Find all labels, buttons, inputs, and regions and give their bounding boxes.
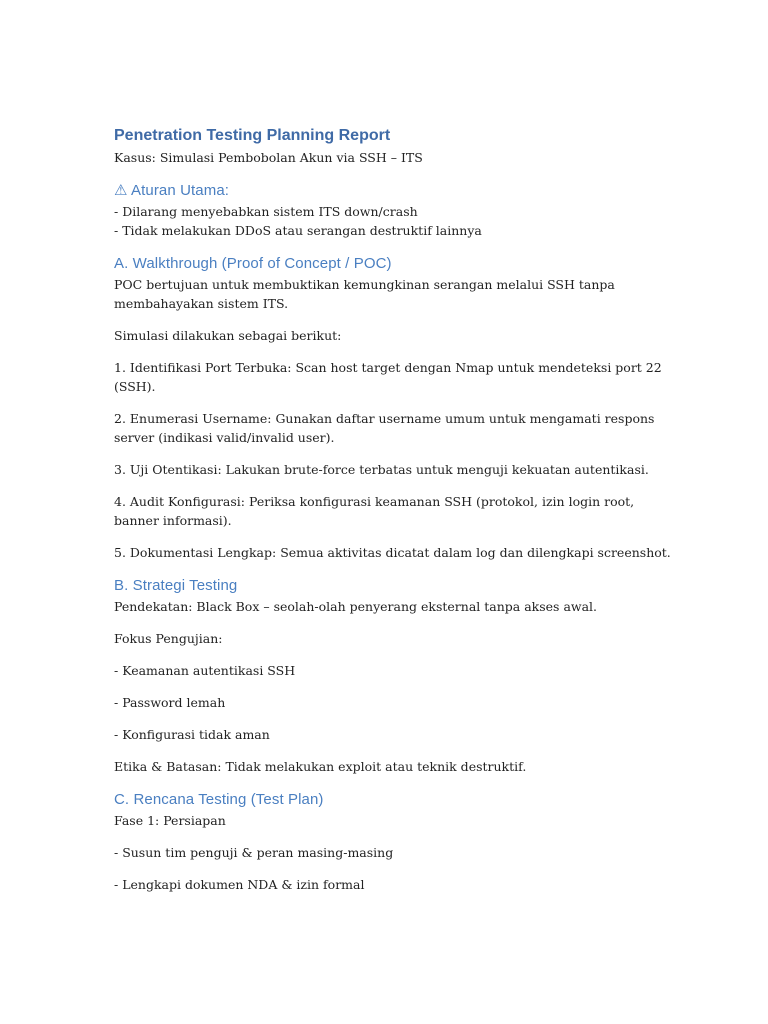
- section-c-heading: C. Rencana Testing (Test Plan): [114, 791, 324, 808]
- section-a-step-5: 5. Dokumentasi Lengkap: Semua aktivitas dicatat dalam log dan dilengkapi screenshot.: [114, 545, 671, 560]
- rules-item-2: - Tidak melakukan DDoS atau serangan destruktif lainnya: [114, 223, 482, 238]
- section-a-intro: POC bertujuan untuk membuktikan kemungkinan serangan melalui SSH tanpa membahayakan sistem ITS.: [114, 277, 615, 311]
- warning-icon: ⚠: [114, 182, 128, 199]
- section-a-heading: A. Walkthrough (Proof of Concept / POC): [114, 255, 392, 272]
- section-c-item-1: - Susun tim penguji & peran masing-masing: [114, 845, 394, 860]
- section-a-step-3: 3. Uji Otentikasi: Lakukan brute-force terbatas untuk menguji kekuatan autentikasi.: [114, 462, 649, 477]
- section-a-step-2: 2. Enumerasi Username: Gunakan daftar username umum untuk mengamati respons server (indikasi valid/invalid user).: [114, 411, 655, 445]
- section-a-step-4: 4. Audit Konfigurasi: Periksa konfigurasi keamanan SSH (protokol, izin login root, banner informasi).: [114, 494, 635, 528]
- document-title: Penetration Testing Planning Report: [114, 127, 391, 144]
- section-b-approach: Pendekatan: Black Box – seolah-olah penyerang eksternal tanpa akses awal.: [114, 599, 598, 614]
- rules-heading-text: Aturan Utama:: [131, 182, 230, 199]
- section-c-item-2: - Lengkapi dokumen NDA & izin formal: [114, 877, 365, 892]
- document-page: [114, 124, 674, 894]
- section-b-ethics: Etika & Batasan: Tidak melakukan exploit atau teknik destruktif.: [114, 759, 527, 774]
- section-b-focus-item-1: - Keamanan autentikasi SSH: [114, 663, 296, 678]
- document-subtitle: Kasus: Simulasi Pembobolan Akun via SSH – ITS: [114, 150, 423, 165]
- section-b-focus-item-2: - Password lemah: [114, 695, 226, 710]
- section-b-focus-item-3: - Konfigurasi tidak aman: [114, 727, 270, 742]
- section-a-step-1: 1. Identifikasi Port Terbuka: Scan host target dengan Nmap untuk mendeteksi port 22 (SSH).: [114, 360, 662, 394]
- section-b-heading: B. Strategi Testing: [114, 577, 238, 594]
- section-a-lead: Simulasi dilakukan sebagai berikut:: [114, 328, 342, 343]
- rules-item-1: - Dilarang menyebabkan sistem ITS down/crash: [114, 204, 418, 219]
- rules-heading: [114, 180, 674, 202]
- section-c-phase-1: Fase 1: Persiapan: [114, 813, 226, 828]
- section-b-focus-label: Fokus Pengujian:: [114, 631, 223, 646]
